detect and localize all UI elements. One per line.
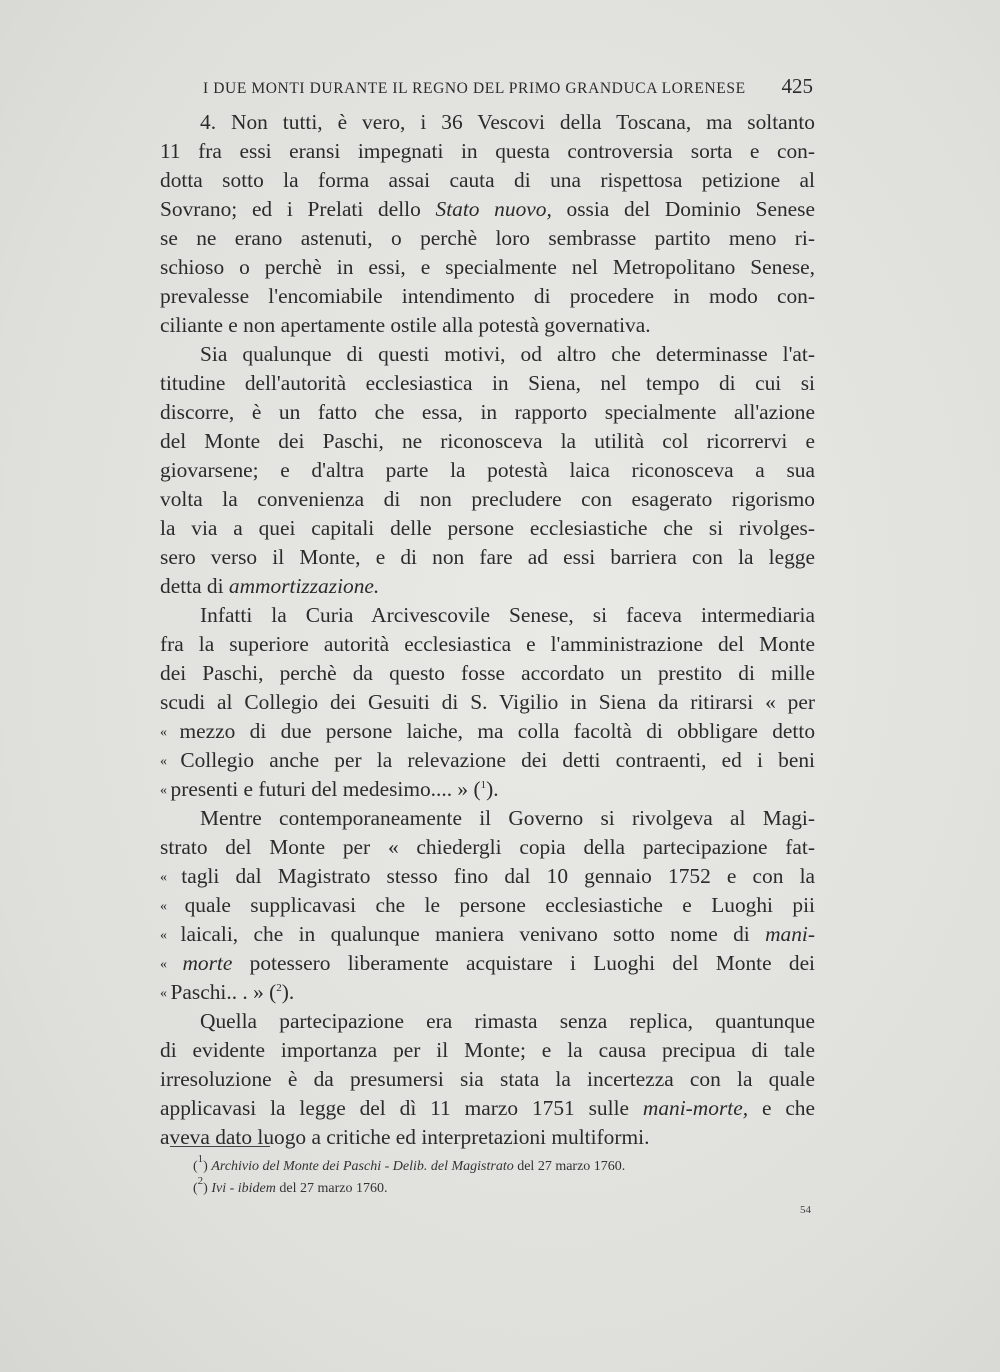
text-line: aveva dato luogo a critiche ed interpretazioni multiformi. (160, 1125, 650, 1149)
quote-line: « quale supplicavasi che le persone ecclesiastiche e Luoghi pii (160, 891, 815, 920)
text-line: di evidente importanza per il Monte; e la causa precipua di tale (160, 1038, 815, 1062)
text-line: detta di ammortizzazione. (160, 574, 380, 598)
footnote-ref: 1 (480, 779, 487, 791)
text-line: Mentre contemporaneamente il Governo si rivolgeva al Magi- (200, 806, 815, 830)
italic-phrase: mani-morte, (642, 1096, 749, 1120)
running-title: I DUE MONTI DURANTE IL REGNO DEL PRIMO GRANDUCA LORENESE (203, 80, 746, 97)
italic-phrase: ammortizzazione. (228, 574, 380, 598)
text-line: dotta sotto la forma assai cauta di una rispettosa petizione al (160, 168, 815, 192)
text-line: strato del Monte per « chiedergli copia della partecipazione fat- (160, 835, 815, 859)
text-line: Quella partecipazione era rimasta senza replica, quantunque (200, 1009, 815, 1033)
quote-line: « Collegio anche per la relevazione dei detti contraenti, ed i beni (160, 746, 815, 775)
quote-line: « morte potessero liberamente acquistare i Luoghi del Monte dei (160, 949, 815, 978)
italic-phrase: Stato nuovo, (435, 197, 552, 221)
italic-phrase: morte (182, 951, 233, 975)
text-line: applicavasi la legge del dì 11 marzo 1751 sulle mani-morte, e che (160, 1096, 815, 1120)
text-line: dei Paschi, perchè da questo fosse accordato un prestito di mille (160, 661, 815, 685)
text-line: la via a quei capitali delle persone ecclesiastiche che si rivolges- (160, 516, 815, 540)
text-line: sero verso il Monte, e di non fare ad essi barriera con la legge (160, 545, 815, 569)
text-line: 11 fra essi eransi impegnati in questa controversia sorta e con- (160, 139, 815, 163)
quote-line: « laicali, che in qualunque maniera venivano sotto nome di mani- (160, 920, 815, 949)
text-line: scudi al Collegio dei Gesuiti di S. Vigilio in Siena da ritirarsi « per (160, 690, 815, 714)
main-text (160, 108, 815, 1152)
text-line: prevalesse l'encomiabile intendimento di procedere in modo con- (160, 284, 815, 308)
quote-line: « presenti e futuri del medesimo.... » ($^1$). (160, 775, 815, 804)
text-line: discorre, è un fatto che essa, in rapporto specialmente all'azione (160, 400, 815, 424)
text-line: schioso o perchè in essi, e specialmente nel Metropolitano Senese, (160, 255, 815, 279)
footnote-ref: 2 (276, 982, 282, 994)
text-line: volta la convenienza di non precludere con esagerato rigorismo (160, 487, 815, 511)
text-line: Sovrano; ed i Prelati dello Stato nuovo, ossia del Dominio Senese (160, 197, 815, 221)
text-line: fra la superiore autorità ecclesiastica e l'amministrazione del Monte (160, 632, 815, 656)
running-header (203, 74, 813, 99)
text-line: giovarsene; e d'altra parte la potestà laica riconosceva a sua (160, 458, 815, 482)
page-number: 425 (781, 74, 813, 98)
text-line: irresoluzione è da presumersi sia stata la incertezza con la quale (160, 1067, 815, 1091)
footnotes (193, 1153, 793, 1200)
text-line: ciliante e non apertamente ostile alla potestà governativa. (160, 313, 651, 337)
signature-mark: 54 (800, 1204, 811, 1216)
text-line: titudine dell'autorità ecclesiastica in Siena, nel tempo di cui si (160, 371, 815, 395)
text-line: del Monte dei Paschi, ne riconosceva la utilità col ricorrervi e (160, 429, 815, 453)
quote-line: « Paschi.. . » ($^2$). (160, 978, 815, 1007)
footnote-2: ($^2$) Ivi - ibidem del 27 marzo 1760. (193, 1175, 388, 1196)
italic-phrase: mani- (765, 922, 815, 946)
footnote-divider (170, 1146, 270, 1147)
text-line: Infatti la Curia Arcivescovile Senese, si faceva intermediaria (200, 603, 815, 627)
text-line: se ne erano astenuti, o perchè loro sembrasse partito meno ri- (160, 226, 815, 250)
quote-line: « tagli dal Magistrato stesso fino dal 10 gennaio 1752 e con la (160, 862, 815, 891)
footnote-1: ($^1$) Archivio del Monte dei Paschi - Delib. del Magistrato del 27 marzo 1760. (193, 1153, 626, 1174)
text-line: 4. Non tutti, è vero, i 36 Vescovi della Toscana, ma soltanto (200, 110, 815, 134)
text-line: Sia qualunque di questi motivi, od altro che determinasse l'at- (200, 342, 815, 366)
quote-line: « mezzo di due persone laiche, ma colla facoltà di obbligare detto (160, 717, 815, 746)
